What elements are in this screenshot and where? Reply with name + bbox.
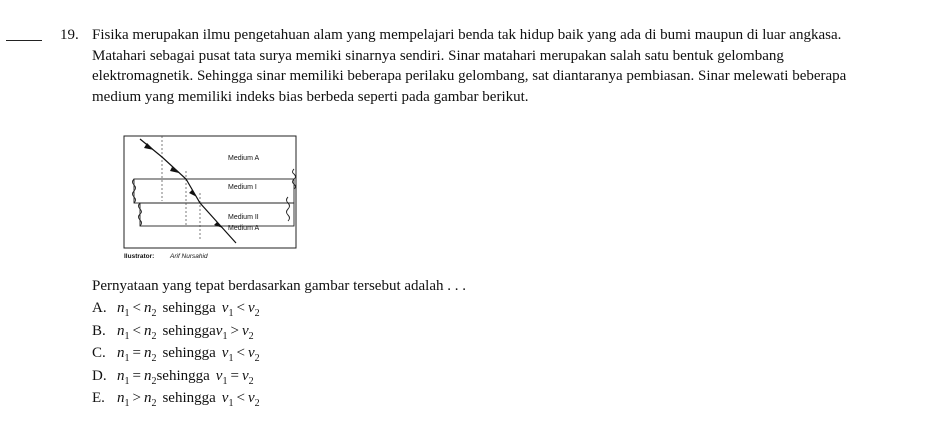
relation: <: [236, 345, 245, 361]
subscript: 2: [151, 308, 157, 319]
subscript: 1: [124, 375, 130, 387]
option-c[interactable]: [92, 342, 260, 365]
option-letter: B.: [92, 322, 106, 339]
option-a[interactable]: [92, 297, 260, 320]
relation: <: [132, 322, 141, 339]
symbol-v: v: [221, 300, 229, 316]
option-e[interactable]: [92, 387, 260, 410]
answer-options: [92, 297, 260, 410]
symbol-v: v: [247, 390, 255, 406]
subscript: 2: [151, 330, 157, 342]
symbol-v: v: [241, 367, 249, 384]
relation: =: [132, 345, 141, 361]
illustrator-label: Ilustrator:: [124, 253, 155, 260]
question-number: 19.: [60, 27, 79, 43]
subscript: 1: [222, 375, 228, 387]
subscript: 1: [228, 353, 234, 364]
subscript: 1: [124, 398, 130, 409]
relation: <: [236, 300, 245, 316]
option-letter: D.: [92, 367, 107, 384]
label-medium-a-bottom: Medium A: [228, 225, 260, 232]
symbol-v: v: [221, 390, 229, 406]
relation: =: [230, 367, 239, 384]
symbol-n: n: [143, 322, 152, 339]
symbol-v: v: [221, 345, 229, 361]
conjunction: sehingga: [162, 390, 216, 406]
conjunction: sehingga: [162, 322, 216, 339]
option-b[interactable]: [92, 320, 260, 343]
subscript: 1: [124, 330, 130, 342]
subscript: 1: [222, 330, 228, 342]
symbol-n: n: [117, 367, 125, 384]
subscript: 1: [124, 308, 130, 319]
symbol-v: v: [247, 345, 255, 361]
subscript: 2: [151, 398, 157, 409]
label-medium-a-top: Medium A: [228, 155, 260, 162]
conjunction: sehingga: [162, 345, 216, 361]
relation: >: [132, 390, 141, 406]
subscript: 2: [254, 353, 260, 364]
subscript: 2: [254, 308, 260, 319]
relation: >: [230, 322, 239, 339]
symbol-n: n: [143, 345, 152, 361]
symbol-v: v: [215, 367, 223, 384]
symbol-n: n: [117, 345, 125, 361]
subscript: 2: [151, 353, 157, 364]
symbol-n: n: [143, 300, 152, 316]
subscript: 2: [254, 398, 260, 409]
subscript: 2: [248, 330, 254, 342]
medium-1-slab: [134, 179, 294, 203]
symbol-v: v: [215, 322, 223, 339]
subscript: 1: [124, 353, 130, 364]
subscript: 2: [248, 375, 254, 387]
label-medium-1: Medium I: [228, 184, 257, 191]
relation: =: [132, 367, 141, 384]
answer-blank-line: [6, 40, 42, 41]
question-prompt: Pernyataan yang tepat berdasarkan gambar tersebut adalah . . .: [92, 278, 467, 294]
refraction-figure: [118, 131, 298, 268]
relation: <: [132, 300, 141, 316]
conjunction: sehingga: [156, 367, 210, 384]
symbol-n: n: [117, 300, 125, 316]
symbol-n: n: [143, 390, 152, 406]
figure-frame: [124, 136, 296, 248]
symbol-v: v: [247, 300, 255, 316]
subscript: 1: [228, 398, 234, 409]
option-d[interactable]: [92, 365, 260, 388]
symbol-n: n: [143, 367, 152, 384]
break-mark-right-2: [287, 197, 290, 221]
refraction-diagram: [118, 131, 298, 253]
symbol-n: n: [117, 322, 125, 339]
illustrator-name: Arif Nursahid: [170, 253, 208, 260]
conjunction: sehingga: [162, 300, 216, 316]
option-letter: E.: [92, 390, 105, 406]
subscript: 1: [228, 308, 234, 319]
symbol-v: v: [241, 322, 249, 339]
relation: <: [236, 390, 245, 406]
question-text: Fisika merupakan ilmu pengetahuan alam yang mempelajari benda tak hidup baik yang ada di bumi maupun di luar angkasa. Matahari sebagai pusat tata surya memiki sinarnya sendiri. Sinar matahari merupakan salah satu bentuk gelombang elektromagnetik. Sehingga sinar memiliki beberapa perilaku gelombang, sat diantaranya pembiasan. Sinar melewati beberapa medium yang memiliki indeks bias berbeda seperti pada gambar berikut.: [92, 27, 847, 105]
option-letter: A.: [92, 300, 107, 316]
symbol-n: n: [117, 390, 125, 406]
subscript: 2: [151, 375, 157, 387]
label-medium-2: Medium II: [228, 214, 259, 221]
option-letter: C.: [92, 345, 106, 361]
